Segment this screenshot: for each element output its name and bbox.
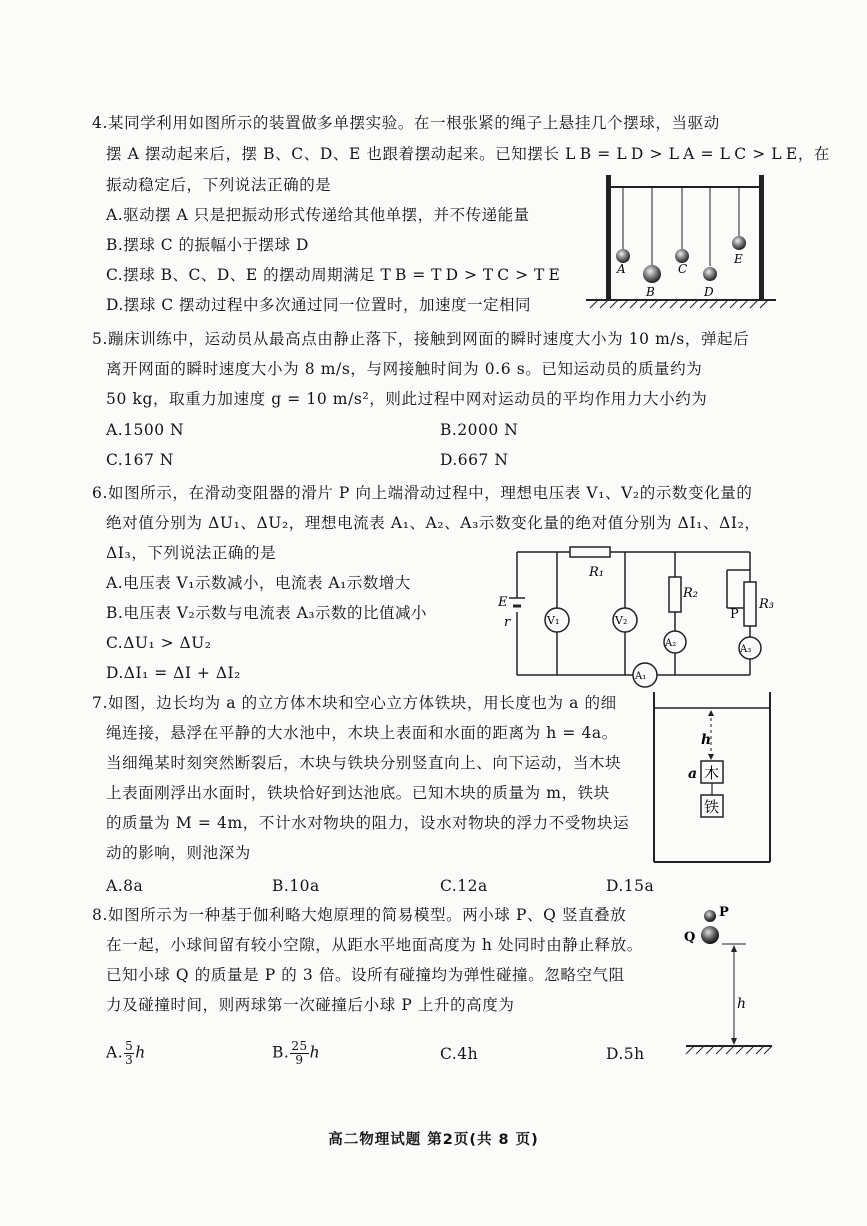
q8-option-a-numerator: 5 xyxy=(125,1039,134,1053)
label-v2: V₂ xyxy=(615,614,628,627)
label-p: P xyxy=(730,607,739,622)
q8-stem-line-2: 在一起，小球间留有较小空隙，从距水平地面高度为 h 处同时由静止释放。 xyxy=(106,936,643,954)
resistor-r3 xyxy=(744,582,756,626)
pendulum-ball-d xyxy=(703,267,717,281)
q5-option-b: B.2000 N xyxy=(440,421,519,439)
resistor-r1 xyxy=(570,547,610,557)
q8-option-a-prefix: A. xyxy=(106,1043,124,1062)
q8-option-b-denominator: 9 xyxy=(295,1053,304,1067)
label-a3: A₃ xyxy=(740,644,752,655)
page-footer: 高二物理试题 第2页(共 8 页) xyxy=(328,1132,539,1148)
pendulum-figure xyxy=(586,175,776,310)
label-v1: V₁ xyxy=(547,614,560,627)
q5-stem-line-3: 50 kg，取重力加速度 g = 10 m/s²，则此过程中网对运动员的平均作用力大小约为 xyxy=(106,390,708,408)
q8-option-a xyxy=(106,1040,146,1067)
q4-stem-line-2: 摆 A 摆动起来后，摆 B、C、D、E 也跟着摆动起来。已知摆长 L B = L D > L A = L C > L E，在 xyxy=(106,145,831,163)
q7-stem-line-4: 上表面刚浮出水面时，铁块恰好到达池底。已知木块的质量为 m，铁块 xyxy=(106,784,610,802)
q6-option-c: C.ΔU₁ > ΔU₂ xyxy=(106,634,212,652)
pendulum-label-d: D xyxy=(704,285,714,299)
pendulum-ball-b xyxy=(643,265,661,283)
label-e: E xyxy=(498,595,508,610)
q8-option-d: D.5h xyxy=(606,1045,645,1063)
q7-option-c: C.12a xyxy=(440,877,488,895)
q8-option-a-fraction xyxy=(124,1040,134,1067)
pendulum-label-b: B xyxy=(646,285,655,299)
label-h: h xyxy=(737,996,747,1012)
label-r: r xyxy=(504,615,511,630)
q6-stem-line-3: ΔI₃，下列说法正确的是 xyxy=(106,544,277,562)
q8-option-b-numerator: 25 xyxy=(291,1039,308,1053)
q6-option-a: A.电压表 V₁示数减小，电流表 A₁示数增大 xyxy=(106,574,411,592)
q7-option-a: A.8a xyxy=(106,877,144,895)
q5-stem-line-1: 5.蹦床训练中，运动员从最高点由静止落下，接触到网面的瞬时速度大小为 10 m/s，弹起后 xyxy=(92,330,750,348)
q4-option-c: C.摆球 B、C、D、E 的摆动周期满足 T B = T D > T C > T E xyxy=(106,266,561,284)
q5-option-d: D.667 N xyxy=(440,451,509,469)
resistor-r2 xyxy=(669,577,681,612)
pendulum-ball-c xyxy=(675,249,689,263)
q6-stem-line-1: 6.如图所示，在滑动变阻器的滑片 P 向上端滑动过程中，理想电压表 V₁、V₂的示数变化量的 xyxy=(92,484,753,502)
q6-stem-line-2: 绝对值分别为 ΔU₁、ΔU₂，理想电流表 A₁、A₂、A₃示数变化量的绝对值分别为 ΔI₁、ΔI₂， xyxy=(106,514,761,532)
pendulum-ball-a xyxy=(616,249,630,263)
q4-option-a: A.驱动摆 A 只是把振动形式传递给其他单摆，并不传递能量 xyxy=(106,206,530,224)
pendulum-ball-e xyxy=(732,236,746,250)
label-r2: R₂ xyxy=(683,586,698,601)
label-r3: R₃ xyxy=(759,597,774,612)
q8-option-b-prefix: B. xyxy=(272,1043,290,1062)
label-a: a xyxy=(688,766,698,782)
label-h: h xyxy=(701,732,712,748)
label-iron: 铁 xyxy=(704,798,720,816)
q6-option-d: D.ΔI₁ = ΔI + ΔI₂ xyxy=(106,664,241,682)
q8-option-c: C.4h xyxy=(440,1045,479,1063)
q4-stem-line-1: 4.某同学利用如图所示的装置做多单摆实验。在一根张紧的绳子上悬挂几个摆球，当驱动 xyxy=(92,114,720,132)
q7-option-b: B.10a xyxy=(272,877,320,895)
ball-q xyxy=(701,926,719,944)
label-r1: R₁ xyxy=(589,565,604,580)
q4-option-b: B.摆球 C 的振幅小于摆球 D xyxy=(106,236,309,254)
pendulum-label-e: E xyxy=(734,252,743,266)
q7-stem-line-6: 动的影响，则池深为 xyxy=(106,844,251,862)
q4-stem-line-3: 振动稳定后，下列说法正确的是 xyxy=(106,176,332,194)
label-p: P xyxy=(719,905,729,920)
q5-option-a: A.1500 N xyxy=(106,421,185,439)
pendulum-label-c: C xyxy=(678,262,688,276)
q8-stem-line-4: 力及碰撞时间，则两球第一次碰撞后小球 P 上升的高度为 xyxy=(106,996,515,1014)
label-a1: A₁ xyxy=(635,671,647,682)
q5-option-c: C.167 N xyxy=(106,451,174,469)
pendulum-label-a: A xyxy=(617,262,626,276)
q8-stem-line-1: 8.如图所示为一种基于伽利略大炮原理的简易模型。两小球 P、Q 竖直叠放 xyxy=(92,906,627,924)
q8-option-b-variable: h xyxy=(309,1043,321,1062)
q7-stem-line-2: 绳连接，悬浮在平静的大水池中，木块上表面和水面的距离为 h = 4a。 xyxy=(106,724,618,742)
q5-stem-line-2: 离开网面的瞬时速度大小为 8 m/s，与网接触时间为 0.6 s。已知运动员的质量约为 xyxy=(106,360,703,378)
pool-figure xyxy=(648,692,776,866)
q8-option-a-variable: h xyxy=(135,1043,146,1062)
q8-option-b xyxy=(272,1040,320,1067)
q6-option-b: B.电压表 V₂示数与电流表 A₃示数的比值减小 xyxy=(106,604,427,622)
q8-stem-line-3: 已知小球 Q 的质量是 P 的 3 倍。设所有碰撞均为弹性碰撞。忽略空气阻 xyxy=(106,966,625,984)
q8-option-a-denominator: 3 xyxy=(125,1053,134,1067)
ball-p xyxy=(704,910,716,922)
label-a2: A₂ xyxy=(665,638,677,649)
galileo-cannon-figure xyxy=(680,902,776,1060)
q7-option-d: D.15a xyxy=(606,877,655,895)
label-q: Q xyxy=(684,930,696,945)
q7-stem-line-1: 7.如图，边长均为 a 的立方体木块和空心立方体铁块，用长度也为 a 的细 xyxy=(92,694,617,712)
circuit-figure xyxy=(495,540,785,688)
q8-option-b-fraction xyxy=(290,1040,308,1067)
q7-stem-line-5: 的质量为 M = 4m，不计水对物块的阻力，设水对物块的浮力不受物块运 xyxy=(106,814,630,832)
q7-stem-line-3: 当细绳某时刻突然断裂后，木块与铁块分别竖直向上、向下运动，当木块 xyxy=(106,754,622,772)
q4-option-d: D.摆球 C 摆动过程中多次通过同一位置时，加速度一定相同 xyxy=(106,296,532,314)
label-wood: 木 xyxy=(704,764,720,782)
